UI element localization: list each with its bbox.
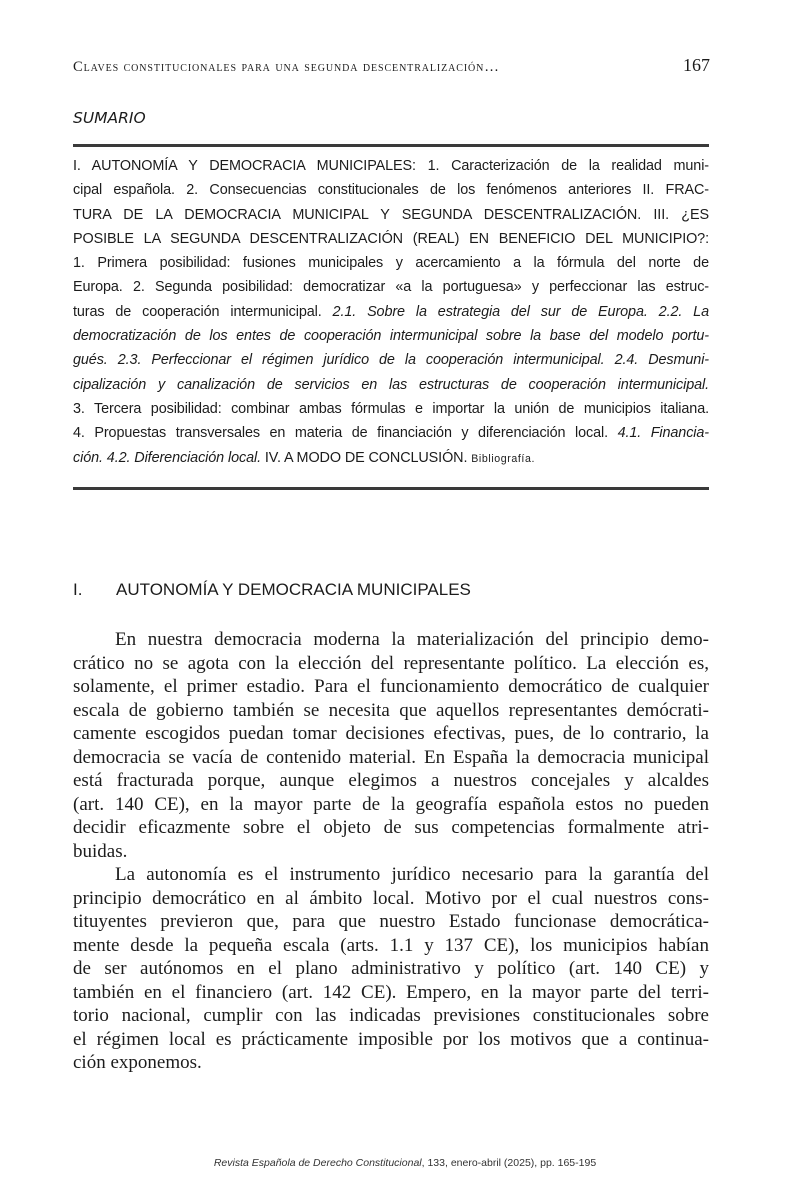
text-line: escala de gobierno también se necesita que aquellos representantes demócrati-: [73, 699, 709, 721]
text-line: camente escogidos puedan tomar decisiones efectivas, pues, de lo contrario, la: [73, 723, 709, 744]
text-line: mente desde la pequeña escala (arts. 1.1 y 137 CE), los municipios habían: [73, 934, 709, 956]
page-number: 167: [683, 55, 710, 75]
summary-text: IV. A MODO DE CONCLUSIÓN.: [260, 449, 472, 466]
summary-line: [73, 373, 709, 397]
summary-italic-text: gués. 2.3. Perfeccionar el régimen jurídico de la cooperación intermunicipal. 2.4. Desmuni-: [73, 352, 709, 369]
running-header: [73, 55, 710, 81]
text-line: está fracturada porque, aunque elegimos a nuestros concejales y alcaldes: [73, 770, 709, 791]
summary-line: [73, 324, 709, 348]
page-footer: [0, 1157, 810, 1169]
summary-line: Europa. 2. Segunda posibilidad: democratizar «a la portuguesa» y perfeccionar las estruc-: [73, 279, 709, 296]
text-line: decidir eficazmente sobre el objeto de sus competencias formalmente atri-: [73, 817, 709, 838]
text-line: torio nacional, cumplir con las indicadas previsiones constitucionales sobre: [73, 1005, 709, 1026]
text-line: el régimen local es prácticamente imposible por los motivos que a continua-: [73, 1028, 709, 1050]
summary-line: [73, 300, 709, 324]
text-line: ción exponemos.: [73, 1052, 202, 1073]
summary-italic-text: ción. 4.2. Diferenciación local.: [73, 449, 261, 466]
summary-line: cipal española. 2. Consecuencias constitucionales de los fenómenos anteriores II. FRAC-: [73, 182, 709, 199]
text-line: principio democrático en al ámbito local. Motivo por el cual nuestros cons-: [73, 887, 709, 909]
section-number: I.: [73, 580, 83, 599]
summary-line: 3. Tercera posibilidad: combinar ambas fórmulas e importar la unión de municipios italiana.: [73, 400, 709, 417]
summary-line: [73, 446, 709, 470]
section-title: AUTONOMÍA Y DEMOCRACIA MUNICIPALES: [116, 580, 471, 599]
running-title: Claves constitucionales para una segunda descentralización…: [73, 59, 500, 75]
journal-name: Revista Española de Derecho Constitucional: [213, 1157, 422, 1169]
text-line: solamente, el primer estadio. Para el funcionamiento democrático de cualquier: [73, 676, 709, 697]
summary-italic-text: cipalización y canalización de servicios en las estructuras de cooperación intermunicipal.: [73, 376, 709, 393]
summary-line: I. AUTONOMÍA Y DEMOCRACIA MUNICIPALES: 1. Caracterización de la realidad muni-: [73, 158, 709, 174]
summary-line: [73, 348, 709, 372]
summary-italic-text: 2.1. Sobre la estrategia del sur de Europa. 2.2. La: [332, 303, 709, 320]
text-line: de ser autónomos en el plano administrativo y político (art. 140 CE) y: [73, 958, 709, 979]
summary-line: [73, 421, 709, 445]
summary-label: SUMARIO: [73, 109, 146, 127]
summary-text: 4. Propuestas transversales en materia de financiación y diferenciación local.: [73, 425, 618, 442]
paragraph-1: [73, 628, 709, 863]
issue-details: , 133, enero-abril (2025), pp. 165-195: [421, 1157, 597, 1169]
summary-bottom-rule: [73, 487, 709, 490]
body-text: [73, 628, 709, 1075]
summary-line: TURA DE LA DEMOCRACIA MUNICIPAL Y SEGUNDA DESCENTRALIZACIÓN. III. ¿ES: [73, 206, 709, 223]
summary-block: [73, 154, 709, 470]
text-line: crático no se agota con la elección del representante político. La elección es,: [73, 652, 709, 674]
text-line: democracia se vacía de contenido material. En España la democracia municipal: [73, 746, 709, 768]
text-line: En nuestra democracia moderna la materialización del principio demo-: [115, 629, 709, 650]
bibliography-label: Bibliografía.: [471, 452, 536, 465]
text-line: también en el financiero (art. 142 CE). Empero, en la mayor parte del terri-: [73, 981, 709, 1003]
text-line: buidas.: [73, 840, 128, 862]
text-line: tituyentes previeron que, para que nuestro Estado funcionase democrática-: [73, 911, 709, 932]
text-line: La autonomía es el instrumento jurídico necesario para la garantía del: [115, 864, 709, 885]
summary-italic-text: 4.1. Financia-: [617, 425, 709, 442]
text-line: (art. 140 CE), en la mayor parte de la geografía española estos no pueden: [73, 793, 709, 815]
summary-line: 1. Primera posibilidad: fusiones municipales y acercamiento a la fórmula del norte de: [73, 255, 709, 272]
summary-italic-text: democratización de los entes de cooperación intermunicipal sobre la base del modelo portu-: [73, 328, 709, 345]
summary-line: POSIBLE LA SEGUNDA DESCENTRALIZACIÓN (REAL) EN BENEFICIO DEL MUNICIPIO?:: [73, 230, 709, 247]
paragraph-2: [73, 863, 709, 1075]
summary-top-rule: [73, 144, 709, 147]
summary-text: turas de cooperación intermunicipal.: [73, 303, 333, 320]
